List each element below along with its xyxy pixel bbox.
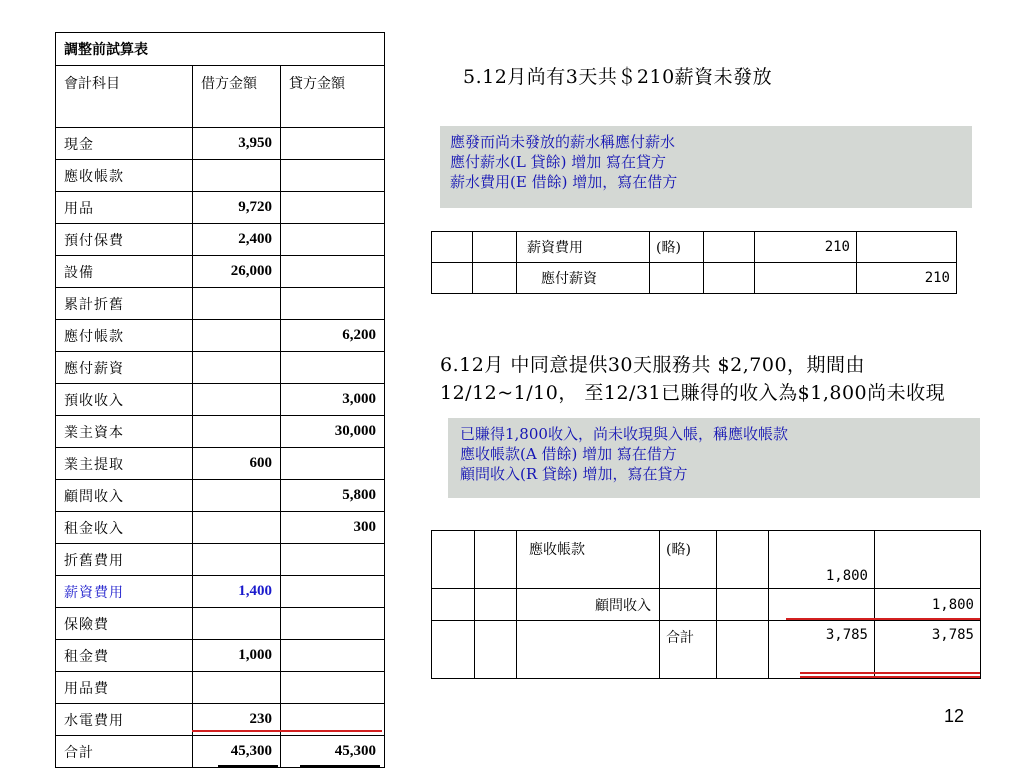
journal-credit: 210 xyxy=(857,263,957,294)
row-credit xyxy=(281,608,385,640)
journal-debit xyxy=(755,263,857,294)
trial-balance-row xyxy=(56,576,385,608)
journal-total-debit: 3,785 xyxy=(769,621,875,679)
row-debit: 600 xyxy=(193,448,281,480)
row-debit xyxy=(193,544,281,576)
row-credit xyxy=(281,160,385,192)
item6-note-box xyxy=(448,418,980,498)
item5-journal-table xyxy=(431,231,957,294)
trial-balance-total-row xyxy=(56,736,385,768)
row-account: 租金費 xyxy=(56,640,193,672)
row-account: 保險費 xyxy=(56,608,193,640)
row-credit: 5,800 xyxy=(281,480,385,512)
journal-credit: 1,800 xyxy=(875,589,981,621)
header-account: 會計科目 xyxy=(56,66,193,128)
journal-ref xyxy=(660,589,717,621)
row-account: 租金收入 xyxy=(56,512,193,544)
row-account: 預收收入 xyxy=(56,384,193,416)
row-credit xyxy=(281,256,385,288)
item5-heading: 5.12月尚有3天共＄210薪資未發放 xyxy=(463,66,773,88)
row-account: 業主資本 xyxy=(56,416,193,448)
row-credit xyxy=(281,224,385,256)
row-credit: 6,200 xyxy=(281,320,385,352)
row-credit: 3,000 xyxy=(281,384,385,416)
trial-balance-row xyxy=(56,320,385,352)
trial-balance-row xyxy=(56,416,385,448)
row-debit: 230 xyxy=(193,704,281,736)
row-account: 折舊費用 xyxy=(56,544,193,576)
total-label: 合計 xyxy=(56,736,193,768)
journal-debit: 1,800 xyxy=(769,531,875,589)
journal-credit xyxy=(875,531,981,589)
header-credit: 貸方金額 xyxy=(281,66,385,128)
row-account: 累計折舊 xyxy=(56,288,193,320)
trial-balance-row xyxy=(56,160,385,192)
journal-total-row xyxy=(432,621,981,679)
trial-balance-table xyxy=(55,32,385,768)
trial-balance-row xyxy=(56,192,385,224)
journal-account: 薪資費用 xyxy=(517,232,650,263)
journal-ref: (略) xyxy=(650,232,704,263)
row-credit xyxy=(281,576,385,608)
row-account: 水電費用 xyxy=(56,704,193,736)
row-credit xyxy=(281,640,385,672)
item6-heading-line1: 6.12月 中同意提供30天服務共 $2,700，期間由 xyxy=(440,354,866,376)
journal-account: 應收帳款 xyxy=(517,531,660,589)
journal-total-credit: 3,785 xyxy=(875,621,981,679)
row-credit xyxy=(281,128,385,160)
trial-balance-row xyxy=(56,128,385,160)
row-credit xyxy=(281,192,385,224)
row-account: 薪資費用 xyxy=(56,576,193,608)
journal-row xyxy=(432,531,981,589)
row-debit xyxy=(193,608,281,640)
row-debit: 1,000 xyxy=(193,640,281,672)
row-debit xyxy=(193,320,281,352)
item6-note-line: 顧問收入(R 貸餘) 增加，寫在貸方 xyxy=(460,465,688,483)
total-credit: 45,300 xyxy=(281,736,385,768)
row-debit: 1,400 xyxy=(193,576,281,608)
row-account: 用品 xyxy=(56,192,193,224)
item5-note-line: 應付薪水(L 貸餘) 增加 寫在貸方 xyxy=(450,153,666,171)
row-credit: 30,000 xyxy=(281,416,385,448)
row-debit xyxy=(193,288,281,320)
row-debit xyxy=(193,512,281,544)
journal-total-label: 合計 xyxy=(660,621,717,679)
row-debit: 2,400 xyxy=(193,224,281,256)
trial-balance-row xyxy=(56,384,385,416)
journal-ref: (略) xyxy=(660,531,717,589)
trial-balance-row xyxy=(56,480,385,512)
row-account: 業主提取 xyxy=(56,448,193,480)
trial-balance-row xyxy=(56,256,385,288)
row-debit xyxy=(193,352,281,384)
trial-balance-row xyxy=(56,288,385,320)
row-account: 顧問收入 xyxy=(56,480,193,512)
red-underline-mark xyxy=(800,672,876,674)
red-underline-mark xyxy=(300,765,380,767)
row-account: 現金 xyxy=(56,128,193,160)
red-underline-mark xyxy=(876,676,980,678)
trial-balance-title-row xyxy=(56,33,385,66)
journal-row xyxy=(432,263,957,294)
row-debit xyxy=(193,672,281,704)
item6-note-line: 已賺得1,800收入，尚未收現與入帳，稱應收帳款 xyxy=(460,425,788,443)
row-debit: 26,000 xyxy=(193,256,281,288)
journal-ref xyxy=(650,263,704,294)
trial-balance-row xyxy=(56,224,385,256)
row-account: 應收帳款 xyxy=(56,160,193,192)
trial-balance-row xyxy=(56,352,385,384)
trial-balance-row xyxy=(56,640,385,672)
row-account: 用品費 xyxy=(56,672,193,704)
red-underline-mark xyxy=(800,676,876,678)
row-debit xyxy=(193,160,281,192)
journal-row xyxy=(432,232,957,263)
header-debit: 借方金額 xyxy=(193,66,281,128)
journal-debit: 210 xyxy=(755,232,857,263)
journal-account: 顧問收入 xyxy=(517,589,660,621)
journal-credit xyxy=(857,232,957,263)
red-underline-mark xyxy=(218,765,278,767)
red-underline-mark xyxy=(786,618,980,620)
row-debit: 9,720 xyxy=(193,192,281,224)
item5-note-box xyxy=(440,126,972,208)
row-credit xyxy=(281,352,385,384)
row-account: 應付帳款 xyxy=(56,320,193,352)
trial-balance-row xyxy=(56,608,385,640)
row-account: 應付薪資 xyxy=(56,352,193,384)
page-number: 12 xyxy=(944,706,965,726)
item5-note-line: 應發而尚未發放的薪水稱應付薪水 xyxy=(450,133,676,151)
trial-balance-row xyxy=(56,448,385,480)
row-debit xyxy=(193,416,281,448)
row-debit xyxy=(193,480,281,512)
row-credit xyxy=(281,672,385,704)
row-credit: 300 xyxy=(281,512,385,544)
row-credit xyxy=(281,448,385,480)
item5-note-line: 薪水費用(E 借餘) 增加，寫在借方 xyxy=(450,173,678,191)
red-underline-mark xyxy=(192,730,382,732)
journal-debit xyxy=(769,589,875,621)
red-underline-mark xyxy=(876,672,980,674)
row-account: 設備 xyxy=(56,256,193,288)
row-debit xyxy=(193,384,281,416)
journal-account: 應付薪資 xyxy=(517,263,650,294)
row-debit: 3,950 xyxy=(193,128,281,160)
trial-balance-row xyxy=(56,544,385,576)
journal-row xyxy=(432,589,981,621)
row-credit xyxy=(281,544,385,576)
total-debit: 45,300 xyxy=(193,736,281,768)
item6-heading-line2: 12/12~1/10， 至12/31已賺得的收入為$1,800尚未收現 xyxy=(440,382,946,404)
trial-balance-row xyxy=(56,512,385,544)
trial-balance-row xyxy=(56,672,385,704)
trial-balance-title: 調整前試算表 xyxy=(56,33,385,66)
row-credit xyxy=(281,288,385,320)
item6-note-line: 應收帳款(A 借餘) 增加 寫在借方 xyxy=(460,445,677,463)
trial-balance-header-row xyxy=(56,66,385,128)
row-account: 預付保費 xyxy=(56,224,193,256)
item6-journal-table xyxy=(431,530,981,679)
